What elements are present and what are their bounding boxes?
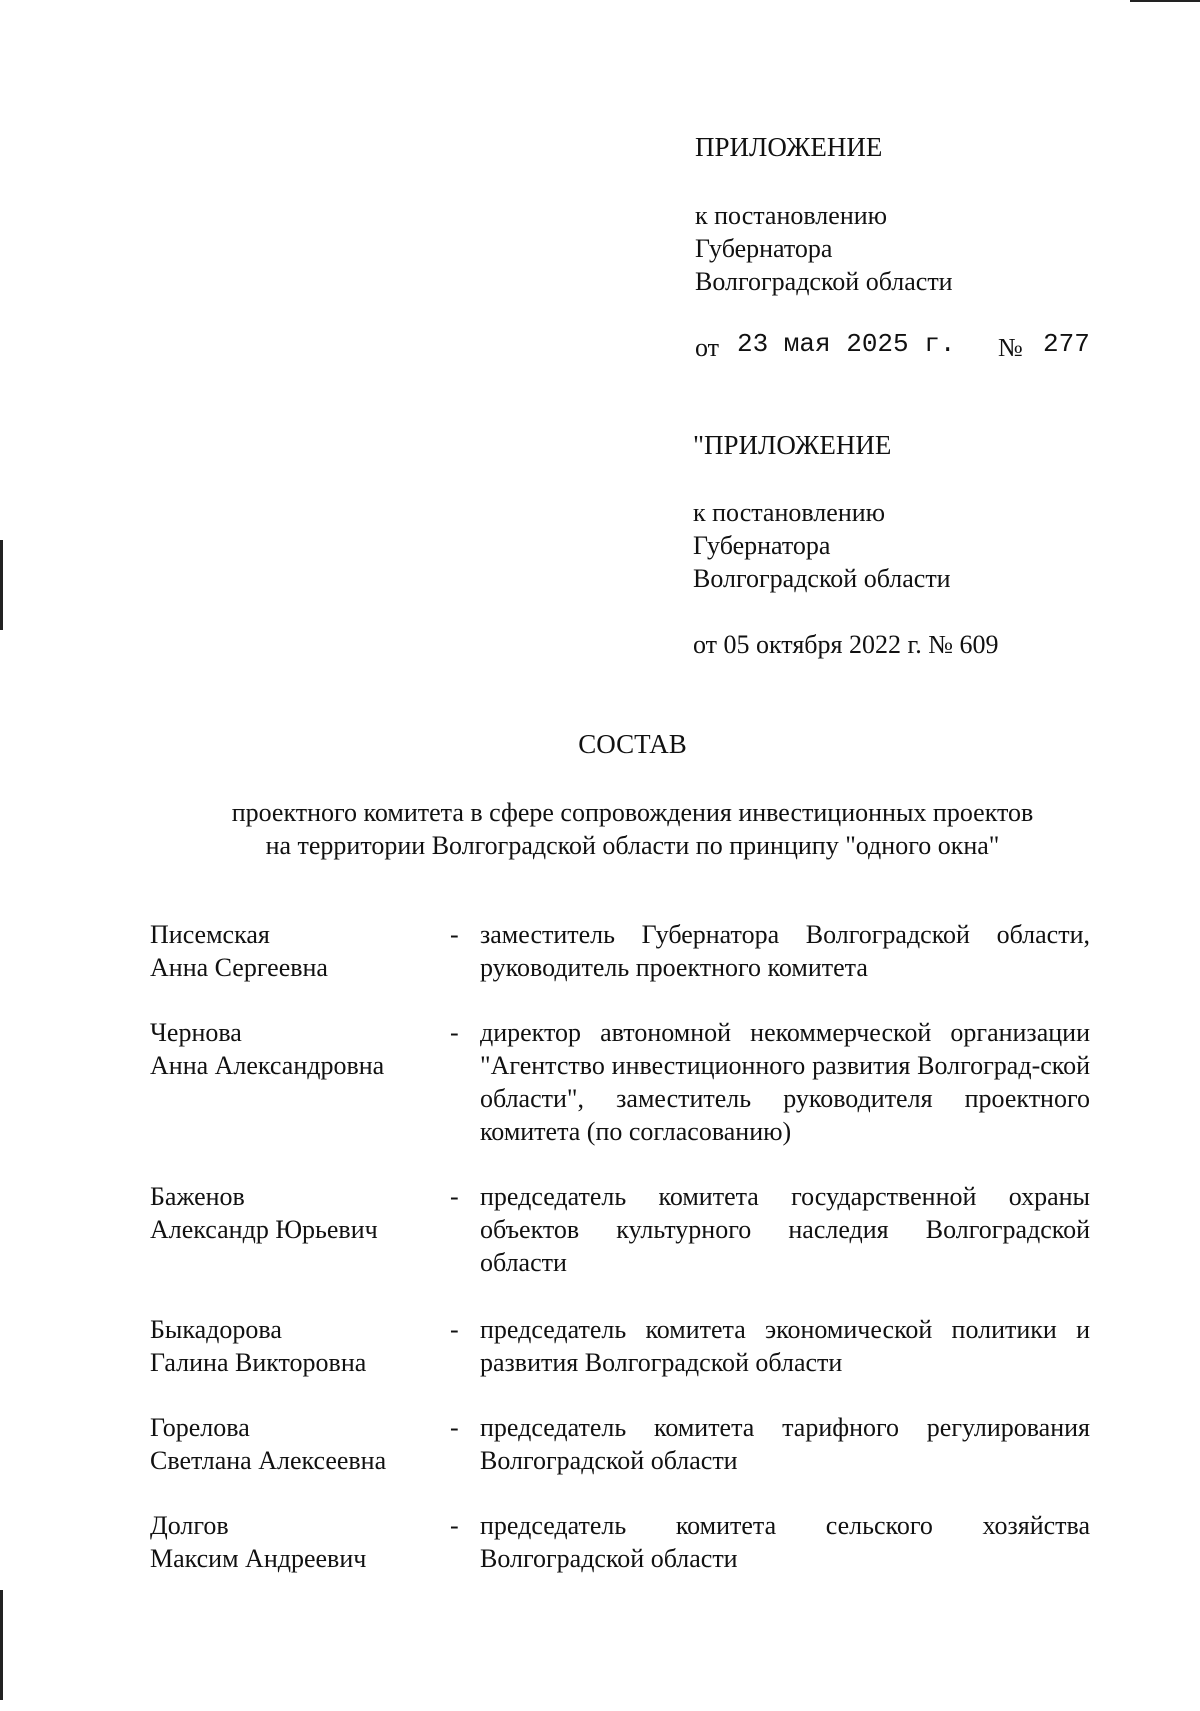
appendix-line: Губернатора: [693, 531, 831, 560]
document-subtitle-line2: на территории Волгоградской области по принципу "одного окна": [265, 831, 1000, 860]
original-appendix-to-decree: [693, 496, 951, 595]
member-role: директор автономной некоммерческой организации "Агентство инвестиционного развития Волгоград-ской области", заместитель руководителя проектного комитета (по согласованию): [480, 1018, 1090, 1146]
decree-date-line: [695, 331, 1095, 364]
member-role: заместитель Губернатора Волгоградской области, руководитель проектного комитета: [480, 920, 1090, 982]
original-decree-ref: [693, 628, 999, 661]
member-role: председатель комитета сельского хозяйства Волгоградской области: [480, 1511, 1090, 1573]
member-dash: -: [450, 920, 459, 949]
member-surname: Горелова: [150, 1413, 250, 1442]
original-decree-ref-text: от 05 октября 2022 г. № 609: [693, 630, 999, 659]
member-surname: Чернова: [150, 1018, 242, 1047]
member-name: [150, 1313, 450, 1379]
decree-number: 277: [1043, 329, 1090, 359]
member-surname: Писемская: [150, 920, 270, 949]
appendix-line: к постановлению: [695, 201, 888, 230]
member-surname: Быкадорова: [150, 1315, 282, 1344]
scan-edge-mark: [0, 1590, 3, 1700]
member-given-names: Александр Юрьевич: [150, 1215, 378, 1244]
member-given-names: Галина Викторовна: [150, 1348, 367, 1377]
member-role: председатель комитета государственной охраны объектов культурного наследия Волгоградской области: [480, 1182, 1090, 1277]
member-dash: -: [450, 1182, 459, 1211]
member-given-names: Анна Сергеевна: [150, 953, 328, 982]
appendix-line: Губернатора: [695, 234, 833, 263]
member-name: [150, 1411, 450, 1477]
original-appendix-title: "ПРИЛОЖЕНИЕ: [693, 430, 892, 460]
member-dash: -: [450, 1413, 459, 1442]
scan-edge-mark: [1130, 0, 1200, 2]
decree-date: 23 мая 2025 г.: [737, 329, 956, 359]
document-title: СОСТАВ: [578, 729, 687, 759]
scan-edge-mark: [0, 540, 3, 630]
member-name: [150, 1180, 450, 1246]
member-dash: -: [450, 1315, 459, 1344]
member-given-names: Анна Александровна: [150, 1051, 385, 1080]
member-role: председатель комитета экономической политики и развития Волгоградской области: [480, 1315, 1090, 1377]
original-appendix-header: [693, 429, 891, 462]
member-dash: -: [450, 1018, 459, 1047]
appendix-line: Волгоградской области: [693, 564, 951, 593]
member-name: [150, 918, 450, 984]
appendix-line: к постановлению: [693, 498, 886, 527]
member-role: председатель комитета тарифного регулирования Волгоградской области: [480, 1413, 1090, 1475]
member-name: [150, 1509, 450, 1575]
member-surname: Долгов: [150, 1511, 229, 1540]
date-prefix: от: [695, 333, 720, 362]
member-dash: -: [450, 1511, 459, 1540]
member-surname: Баженов: [150, 1182, 245, 1211]
document-subtitle-line1: проектного комитета в сфере сопровождения инвестиционных проектов: [231, 798, 1034, 827]
appendix-line: Волгоградской области: [695, 267, 953, 296]
appendix-header: [695, 131, 882, 164]
member-given-names: Светлана Алексеевна: [150, 1446, 387, 1475]
appendix-to-decree: [695, 199, 953, 298]
member-given-names: Максим Андреевич: [150, 1544, 367, 1573]
appendix-title: ПРИЛОЖЕНИЕ: [695, 132, 883, 162]
number-sign: №: [998, 333, 1023, 362]
member-name: [150, 1016, 450, 1082]
